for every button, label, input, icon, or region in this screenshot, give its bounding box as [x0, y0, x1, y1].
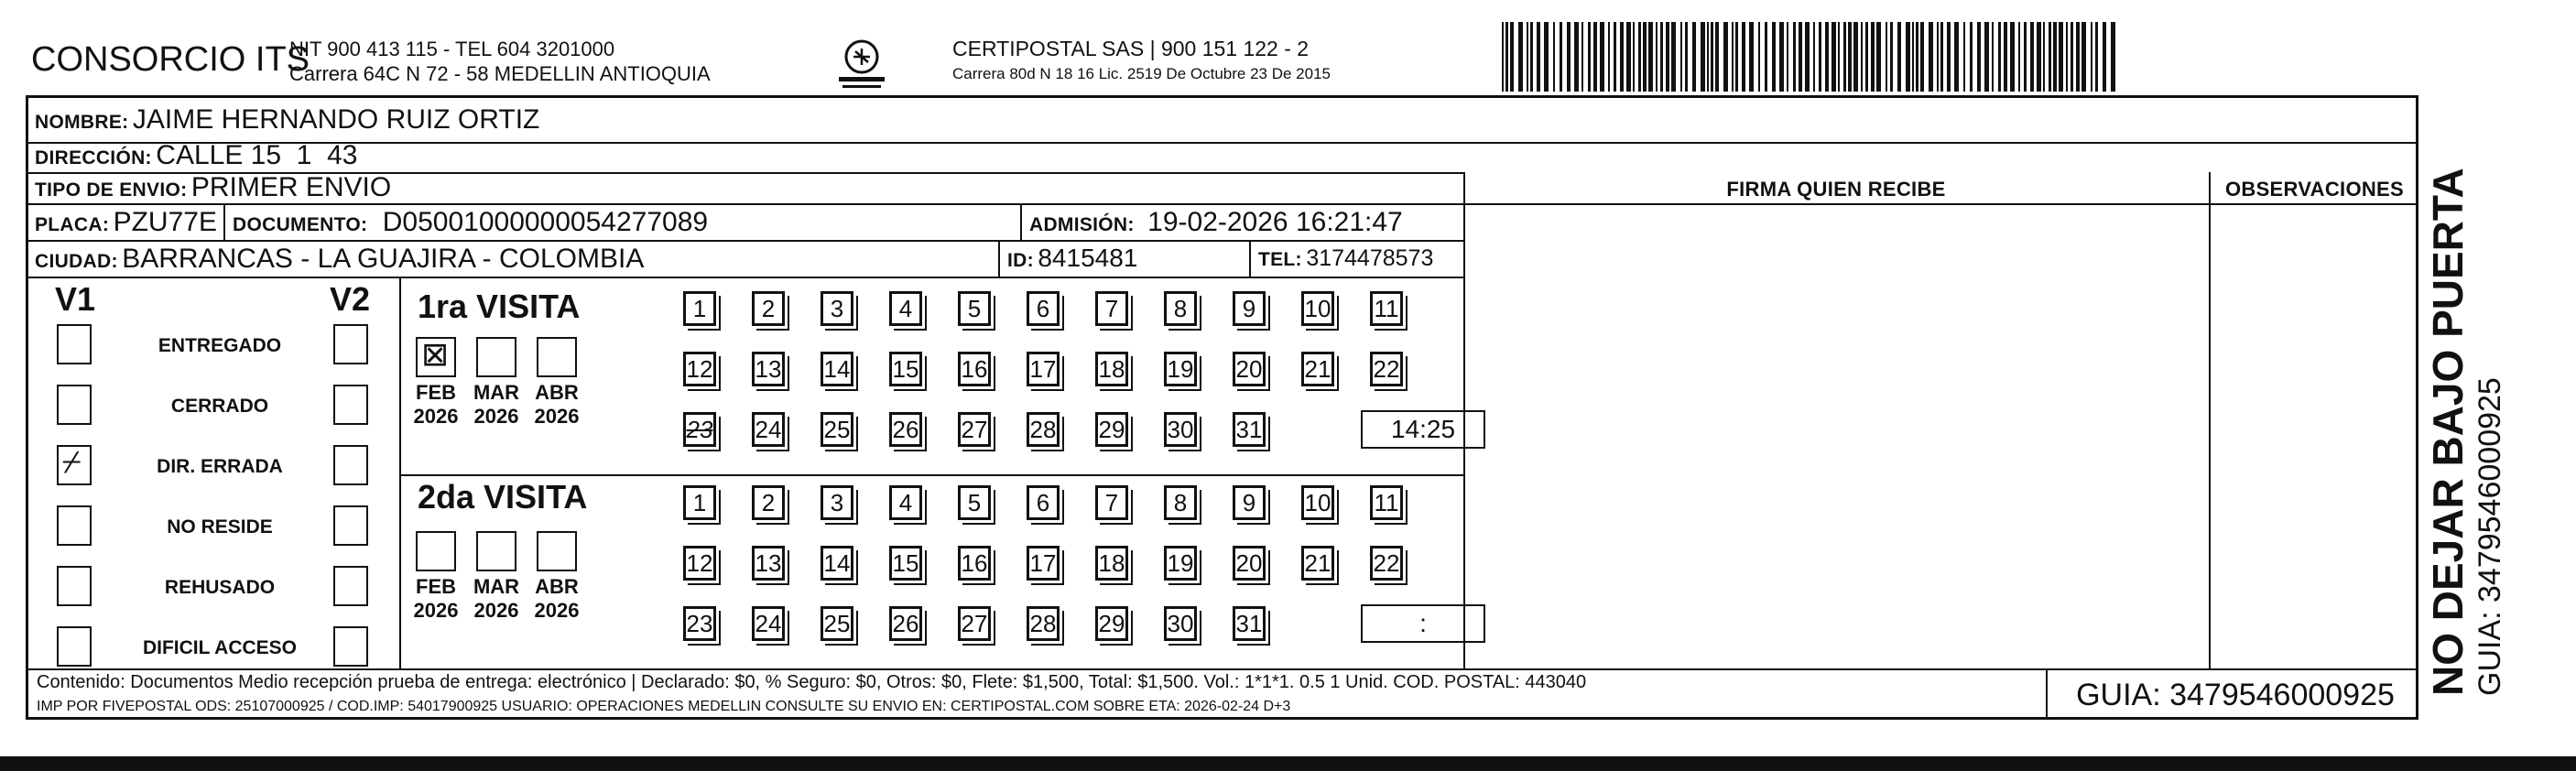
city-cell: [35, 244, 644, 275]
observations-area[interactable]: [2211, 205, 2418, 667]
certipostal-logo-icon: [833, 37, 890, 93]
first-visit-month-label-abr: [527, 381, 586, 429]
v2-checkbox-no-reside[interactable]: [333, 505, 368, 546]
first-visit-month-mark: ⊠: [421, 335, 450, 373]
bottom-edge: [0, 756, 2576, 771]
signature-area[interactable]: [1465, 205, 2207, 667]
first-visit-month-year: 2026: [473, 405, 519, 428]
first-visit-day-4[interactable]: 4: [889, 291, 922, 326]
first-visit-day-23[interactable]: 23: [683, 412, 716, 447]
first-visit-day-25[interactable]: 25: [821, 412, 853, 447]
first-visit-month-box-abr[interactable]: [537, 337, 577, 377]
second-visit-day-11[interactable]: 11: [1370, 485, 1403, 520]
second-visit-day-5[interactable]: 5: [958, 485, 991, 520]
second-visit-day-30[interactable]: 30: [1164, 606, 1197, 641]
first-visit-day-28[interactable]: 28: [1027, 412, 1060, 447]
v1-checkbox-rehusado[interactable]: [57, 566, 92, 606]
first-visit-time-box[interactable]: 14:25: [1361, 410, 1485, 449]
status-label-dificil-acceso: DIFICIL ACCESO: [142, 637, 297, 658]
first-visit-day-3[interactable]: 3: [821, 291, 853, 326]
recipient-address: CALLE 15 1 43: [156, 140, 358, 170]
tel-cell: [1258, 245, 1433, 272]
admission-label: ADMISIÓN:: [1029, 214, 1135, 235]
second-visit-day-27[interactable]: 27: [958, 606, 991, 641]
second-visit-day-20[interactable]: 20: [1233, 546, 1266, 581]
id-cell: [1007, 244, 1137, 273]
second-visit-month-name: ABR: [535, 575, 579, 598]
first-visit-month-box-mar[interactable]: [476, 337, 516, 377]
second-visit-day-21[interactable]: 21: [1301, 546, 1334, 581]
second-visit-day-17[interactable]: 17: [1027, 546, 1060, 581]
first-visit-day-26[interactable]: 26: [889, 412, 922, 447]
first-visit-day-29[interactable]: 29: [1095, 412, 1128, 447]
first-visit-month-name: FEB: [416, 381, 456, 404]
first-visit-day-8[interactable]: 8: [1164, 291, 1197, 326]
v2-header: V2: [330, 280, 371, 318]
second-visit-day-15[interactable]: 15: [889, 546, 922, 581]
v1-checkbox-dir-errada[interactable]: [57, 445, 92, 485]
first-visit-month-label-feb: [407, 381, 465, 429]
second-visit-day-19[interactable]: 19: [1164, 546, 1197, 581]
first-visit-day-14[interactable]: 14: [821, 352, 853, 386]
second-visit-day-25[interactable]: 25: [821, 606, 853, 641]
first-visit-day-7[interactable]: 7: [1095, 291, 1128, 326]
id-value: 8415481: [1038, 244, 1138, 272]
second-visit-time-box[interactable]: :: [1361, 604, 1485, 643]
v2-checkbox-dir-errada[interactable]: [333, 445, 368, 485]
first-visit-title: 1ra VISITA: [418, 288, 581, 325]
second-visit-day-3[interactable]: 3: [821, 485, 853, 520]
footer-contents: Contenido: Documentos Medio recepción prueba de entrega: electrónico | Declarado: $0, % Seguro: $0, Otros: $0, Flete: $1,500, Total: $1,500. Vol.: 1*1*1. 0.5 1 Unid. COD. POSTAL: 443040: [37, 672, 1587, 692]
second-visit-day-22[interactable]: 22: [1370, 546, 1403, 581]
first-visit-day-17[interactable]: 17: [1027, 352, 1060, 386]
type-row: [35, 172, 391, 203]
admission-cell: [1029, 207, 1403, 238]
status-label-rehusado: REHUSADO: [164, 577, 276, 598]
second-visit-day-26[interactable]: 26: [889, 606, 922, 641]
second-visit-day-14[interactable]: 14: [821, 546, 853, 581]
name-row: [35, 104, 539, 136]
first-visit-day-5[interactable]: 5: [958, 291, 991, 326]
company-info: [289, 37, 711, 86]
plate-cell: [35, 207, 217, 238]
v1-checkbox-cerrado[interactable]: [57, 385, 92, 425]
second-visit-day-6[interactable]: 6: [1027, 485, 1060, 520]
second-visit-day-1[interactable]: 1: [683, 485, 716, 520]
company-address-line: Carrera 64C N 72 - 58 MEDELLIN ANTIOQUIA: [289, 62, 711, 85]
city-label: CIUDAD:: [35, 251, 118, 272]
company-name: CONSORCIO ITS: [31, 40, 310, 79]
status-label-dir-errada: DIR. ERRADA: [157, 456, 283, 477]
second-visit-day-28[interactable]: 28: [1027, 606, 1060, 641]
v2-checkbox-entregado[interactable]: [333, 324, 368, 364]
shipment-type: PRIMER ENVIO: [190, 172, 392, 202]
no-leave-under-door-warning: NO DEJAR BAJO PUERTA: [2424, 168, 2472, 696]
second-visit-month-label-feb: [407, 575, 465, 623]
second-visit-day-31[interactable]: 31: [1233, 606, 1266, 641]
second-visit-day-9[interactable]: 9: [1233, 485, 1266, 520]
address-label: DIRECCIÓN:: [35, 147, 152, 168]
tel-value: 3174478573: [1306, 245, 1434, 271]
tel-label: TEL:: [1258, 249, 1302, 270]
first-visit-month-year: 2026: [534, 405, 580, 428]
first-visit-day-11[interactable]: 11: [1370, 291, 1403, 326]
first-visit-day-31[interactable]: 31: [1233, 412, 1266, 447]
second-visit-day-18[interactable]: 18: [1095, 546, 1128, 581]
plate-label: PLACA:: [35, 214, 110, 235]
first-visit-day-10[interactable]: 10: [1301, 291, 1334, 326]
document-label: DOCUMENTO:: [233, 214, 368, 235]
second-visit-day-23[interactable]: 23: [683, 606, 716, 641]
carrier-license-line: Carrera 80d N 18 16 Lic. 2519 De Octubre 23 De 2015: [952, 65, 1331, 82]
carrier-nit-line: CERTIPOSTAL SAS | 900 151 122 - 2: [952, 37, 1310, 60]
first-visit-day-1[interactable]: 1: [683, 291, 716, 326]
first-visit-day-27[interactable]: 27: [958, 412, 991, 447]
first-visit-day-30[interactable]: 30: [1164, 412, 1197, 447]
v1-checkbox-entregado[interactable]: [57, 324, 92, 364]
first-visit-month-label-mar: [467, 381, 526, 429]
status-label-cerrado: CERRADO: [170, 396, 269, 417]
first-visit-month-name: ABR: [535, 381, 579, 404]
document-value: D05001000000054277089: [382, 207, 709, 237]
company-nit-line: NIT 900 413 115 - TEL 604 3201000: [289, 38, 615, 60]
barcode-icon: [1502, 22, 2115, 92]
second-visit-month-year: 2026: [473, 599, 519, 622]
v2-checkbox-cerrado[interactable]: [333, 385, 368, 425]
signature-header: FIRMA QUIEN RECIBE: [1726, 178, 1946, 201]
first-visit-day-18[interactable]: 18: [1095, 352, 1128, 386]
side-warning-block: [2423, 168, 2508, 696]
id-label: ID:: [1007, 250, 1034, 271]
city-value: BARRANCAS - LA GUAJIRA - COLOMBIA: [122, 244, 645, 274]
second-visit-day-8[interactable]: 8: [1164, 485, 1197, 520]
first-visit-day-22[interactable]: 22: [1370, 352, 1403, 386]
second-visit-day-13[interactable]: 13: [752, 546, 785, 581]
v1-checkbox-no-reside[interactable]: [57, 505, 92, 546]
address-row: [35, 140, 357, 171]
first-visit-month-year: 2026: [413, 405, 459, 428]
first-visit-month-name: MAR: [473, 381, 520, 404]
observations-header: OBSERVACIONES: [2224, 178, 2404, 201]
first-visit-day-12[interactable]: 12: [683, 352, 716, 386]
first-visit-day-19[interactable]: 19: [1164, 352, 1197, 386]
first-visit-day-13[interactable]: 13: [752, 352, 785, 386]
second-visit-month-box-feb[interactable]: [416, 531, 456, 571]
second-visit-month-year: 2026: [413, 599, 459, 622]
first-visit-month-box-feb[interactable]: [416, 337, 456, 377]
plate-value: PZU77E: [113, 207, 217, 237]
second-visit-month-box-abr[interactable]: [537, 531, 577, 571]
recipient-name: JAIME HERNANDO RUIZ ORTIZ: [132, 104, 540, 135]
first-visit-day-9[interactable]: 9: [1233, 291, 1266, 326]
second-visit-month-label-mar: [467, 575, 526, 623]
side-guia-number: GUIA: 3479546000925: [2473, 377, 2507, 696]
status-label-entregado: ENTREGADO: [158, 335, 282, 356]
v1-checkbox-dificil-acceso[interactable]: [57, 626, 92, 667]
guia-number: GUIA: 3479546000925: [2076, 678, 2395, 712]
second-visit-day-4[interactable]: 4: [889, 485, 922, 520]
v2-checkbox-rehusado[interactable]: [333, 566, 368, 606]
second-visit-day-24[interactable]: 24: [752, 606, 785, 641]
first-visit-day-16[interactable]: 16: [958, 352, 991, 386]
v1-header: V1: [55, 280, 96, 318]
v2-checkbox-dificil-acceso[interactable]: [333, 626, 368, 667]
first-visit-day-2[interactable]: 2: [752, 291, 785, 326]
second-visit-title: 2da VISITA: [418, 478, 588, 516]
second-visit-day-10[interactable]: 10: [1301, 485, 1334, 520]
status-label-no-reside: NO RESIDE: [167, 516, 273, 538]
first-visit-day-20[interactable]: 20: [1233, 352, 1266, 386]
second-visit-month-label-abr: [527, 575, 586, 623]
second-visit-month-name: FEB: [416, 575, 456, 598]
second-visit-month-name: MAR: [473, 575, 520, 598]
document-cell: [233, 207, 708, 238]
second-visit-day-2[interactable]: 2: [752, 485, 785, 520]
second-visit-month-year: 2026: [534, 599, 580, 622]
first-visit-day-6[interactable]: 6: [1027, 291, 1060, 326]
second-visit-day-16[interactable]: 16: [958, 546, 991, 581]
name-label: NOMBRE:: [35, 112, 129, 133]
second-visit-day-29[interactable]: 29: [1095, 606, 1128, 641]
first-visit-day-24[interactable]: 24: [752, 412, 785, 447]
second-visit-day-7[interactable]: 7: [1095, 485, 1128, 520]
first-visit-day-21[interactable]: 21: [1301, 352, 1334, 386]
footer-print-info: IMP POR FIVEPOSTAL ODS: 25107000925 / COD.IMP: 54017900925 USUARIO: OPERACIONES MEDELLIN CONSULTE SU ENVIO EN: CERTIPOSTAL.COM SOBRE ETA: 2026-02-24 D+3: [37, 699, 1291, 714]
second-visit-month-box-mar[interactable]: [476, 531, 516, 571]
carrier-info: [952, 37, 1331, 86]
admission-value: 19-02-2026 16:21:47: [1147, 207, 1403, 237]
first-visit-day-15[interactable]: 15: [889, 352, 922, 386]
second-visit-day-12[interactable]: 12: [683, 546, 716, 581]
type-label: TIPO DE ENVIO:: [35, 179, 188, 201]
v1-check-mark: ⌿: [62, 445, 82, 480]
